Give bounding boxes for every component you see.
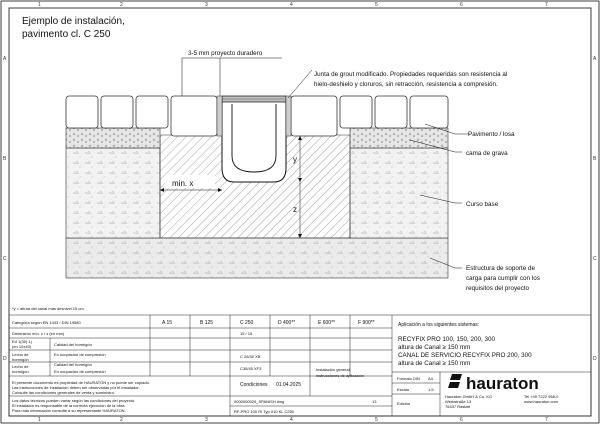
svg-text:B: B (593, 156, 597, 162)
svg-text:A: A (593, 56, 597, 62)
row-left-b2: hormigón (12, 357, 29, 362)
document-type-line1: Instalación general, (316, 367, 351, 372)
brand-address-1: Hauraton GmbH & Co. KG (445, 394, 493, 399)
svg-text:C: C (593, 256, 597, 262)
svg-text:5: 5 (375, 417, 378, 423)
applies-line-1: RECYFIX PRO 100, 150, 200, 300 (398, 336, 495, 343)
svg-text:3: 3 (205, 417, 208, 423)
applies-line-3: CANAL DE SERVICIO RECYFIX PRO 200, 300 (398, 352, 532, 359)
value-c35-45: C35/45 XF3 (240, 366, 262, 371)
row-mid-1: Calidad del hormigón (54, 342, 92, 347)
disclaimer-line4: Los datos técnicos pueden variar según las condiciones del proyecto. (12, 398, 136, 403)
class-c250: C 250 (240, 320, 254, 326)
disclaimer-line3: Consulte las condiciones generales de venta y suministro. (12, 390, 115, 395)
label-gravel-bed: cama de grava (466, 150, 508, 157)
standard-label: Categoría según EN 1433 / DIN 19580 (12, 320, 81, 325)
brand-contact-2: www.hauraton.com (524, 399, 559, 404)
disclaimer-line5: El instalador es responsable de la correcta ejecución de la obra. (12, 403, 126, 408)
class-a15: A 15 (162, 320, 173, 326)
format-value: A4 (428, 376, 433, 381)
hauraton-logo-icon (448, 374, 462, 388)
svg-text:7: 7 (545, 2, 548, 8)
conditions-label: Condiciones (240, 382, 268, 388)
drawing-title-line2: pavimento cl. C 250 (22, 29, 111, 40)
row-left-b1: Lecho de (12, 352, 29, 357)
edge-grid-letters-right (593, 56, 597, 362)
row-left-c2: hormigón (12, 369, 29, 374)
drawing-file-number: 0000000029_SPANISH.dwg (234, 399, 285, 404)
svg-text:2: 2 (120, 2, 123, 8)
label-support-line1: Estructura de soporte de (466, 265, 535, 272)
svg-text:B: B (3, 156, 7, 162)
applies-line-2: altura de Canal ≥ 150 mm (398, 344, 471, 351)
svg-text:6: 6 (460, 2, 463, 8)
row-mid-3: Calidad del hormigón (54, 362, 92, 367)
label-z: z (293, 205, 297, 214)
svg-text:2: 2 (120, 417, 123, 423)
drawing-product-code: RF-PRO 100 RI Typ 010 KL C250 (234, 409, 295, 414)
svg-text:6: 6 (460, 417, 463, 423)
label-grout-line2: hielo-deshielo y cloruros, sin retracción, resistencia a compresión. (314, 81, 498, 88)
svg-text:1: 1 (38, 2, 41, 8)
svg-text:7: 7 (545, 417, 548, 423)
row-left-a1: Ed 1(30) 1) (12, 339, 33, 344)
edge-grid-letters-left (3, 56, 7, 362)
svg-text:3: 3 (205, 2, 208, 8)
brand-address-3: 76437 Rastatt (445, 404, 470, 409)
drawing-page-number: 13 (372, 399, 377, 404)
label-grout-line1: Junta de grout modificado. Propiedades requeridas son resistencia al (314, 71, 508, 78)
disclaimer-line1: El presente documento es propiedad de HAURATON y no puede ser copiado. (12, 380, 150, 385)
scale-value: 1:5 (428, 387, 434, 392)
label-support-line2: carga para cumplir con los (466, 275, 540, 282)
format-label: Formato DIN (397, 376, 420, 381)
svg-text:A: A (3, 56, 7, 62)
svg-text:4: 4 (290, 417, 293, 423)
footnote: *y = altura del canal más desnivel 15 cm (12, 306, 84, 311)
label-base-course: Curso base (466, 201, 499, 208)
applies-line-4: altura de Canal ≥ 150 mm (398, 360, 471, 367)
svg-text:5: 5 (375, 2, 378, 8)
edge-grid-numbers-top (38, 2, 548, 8)
drawing-title-line1: Ejemplo de instalación, (22, 16, 125, 27)
svg-text:D: D (593, 356, 597, 362)
brand-logo-text: hauraton (466, 374, 539, 393)
brand-contact-1: Tel +49 7222 958-0 (524, 394, 559, 399)
edition-label: Edición (397, 401, 411, 406)
class-d400: D 400** (278, 320, 296, 326)
edge-grid-numbers-bottom (38, 417, 548, 423)
label-durable-project: 3-5 mm proyecto duradero (188, 50, 263, 57)
svg-text:D: D (3, 356, 7, 362)
row-mid-2: En ocupación de compresión (54, 352, 106, 357)
disclaimer-line6: Para más información consulte a su representante HAURATON. (12, 408, 126, 413)
disclaimer-line2: Las instrucciones de instalación deben ser observadas por el instalador. (12, 385, 140, 390)
document-type-line2: instrucciones de aplicación (316, 373, 364, 378)
label-pavement: Pavimento / losa (468, 131, 515, 138)
value-c25-30: C 25/30 XB (240, 354, 261, 359)
svg-text:1: 1 (38, 417, 41, 423)
class-b125: B 125 (200, 320, 214, 326)
row-left-a2: (en 10x40) (12, 344, 32, 349)
grout-joint-left (217, 96, 222, 136)
class-f900: F 900** (358, 320, 375, 326)
brand-address-2: Werkstraße 13 (445, 399, 472, 404)
row-left-c1: Lecho de (12, 364, 29, 369)
label-y: y (293, 155, 297, 164)
svg-text:C: C (3, 256, 7, 262)
svg-text:4: 4 (290, 2, 293, 8)
value-thickness: 15 / 15 (240, 331, 253, 336)
row-minimum-thickness: Dimensión mín. x / z (en mm) (12, 331, 65, 336)
issue-date: 01.04.2025 (276, 382, 302, 388)
label-support-line3: requisitos del proyecto (466, 285, 530, 292)
class-e600: E 600** (318, 320, 335, 326)
row-mid-4: En ocupación de compresión (54, 369, 106, 374)
scale-label: Escala (397, 387, 410, 392)
label-min-x: min. x (172, 179, 194, 188)
grout-joint-right (286, 96, 291, 136)
applies-to-heading: Aplicación a los siguientes sistemas: (398, 322, 480, 328)
